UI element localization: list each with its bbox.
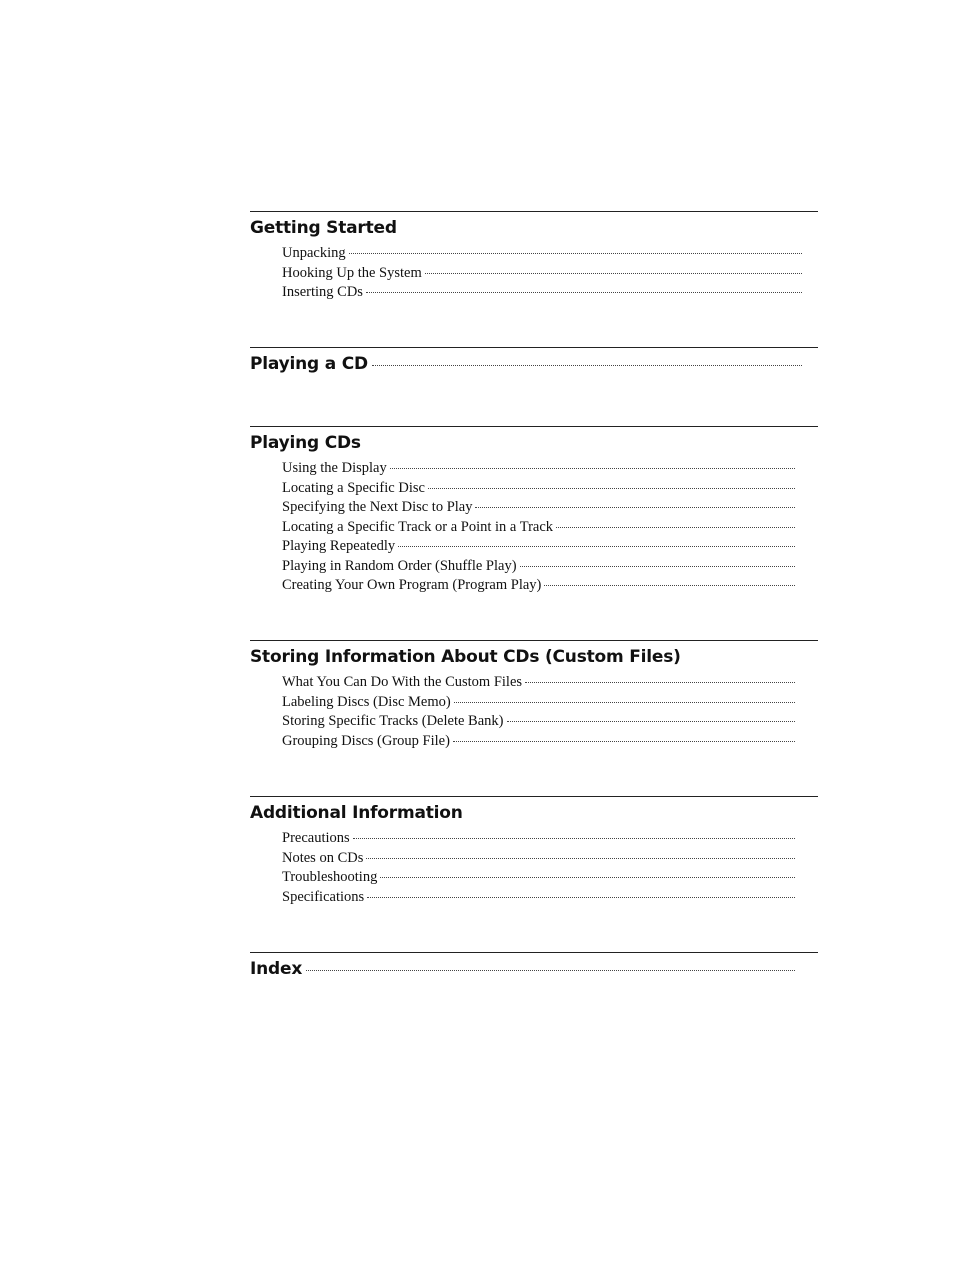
toc-entry[interactable]: Precautions <box>282 829 818 849</box>
section-title: Playing CDs <box>250 433 361 453</box>
section-playing-cds <box>250 426 818 640</box>
section-title: Storing Information About CDs (Custom Files) <box>250 647 681 667</box>
entry-list <box>250 244 818 303</box>
section-title: Additional Information <box>250 803 463 823</box>
toc-entry[interactable]: Playing Repeatedly <box>282 537 818 557</box>
dot-leader <box>475 507 795 508</box>
dot-leader <box>366 292 802 293</box>
toc-entry[interactable]: Labeling Discs (Disc Memo) <box>282 693 818 713</box>
dot-leader <box>372 365 802 366</box>
section-title[interactable]: Playing a CD <box>250 352 818 376</box>
section-title: Getting Started <box>250 218 397 238</box>
toc-entry[interactable]: Locating a Specific Disc <box>282 479 818 499</box>
dot-leader <box>398 546 795 547</box>
entry-list <box>250 829 818 907</box>
dot-leader <box>525 682 795 683</box>
dot-leader <box>425 273 802 274</box>
toc-entry[interactable]: Hooking Up the System <box>282 264 818 284</box>
toc-entry[interactable]: Unpacking <box>282 244 818 264</box>
dot-leader <box>366 858 795 859</box>
toc-entry[interactable]: Creating Your Own Program (Program Play) <box>282 576 818 596</box>
dot-leader <box>556 527 795 528</box>
toc-entry[interactable]: Specifications <box>282 888 818 908</box>
dot-leader <box>390 468 795 469</box>
toc-entry[interactable]: Grouping Discs (Group File) <box>282 732 818 752</box>
dot-leader <box>428 488 795 489</box>
entry-list <box>250 459 818 596</box>
dot-leader <box>453 741 795 742</box>
toc-entry[interactable]: What You Can Do With the Custom Files <box>282 673 818 693</box>
dot-leader <box>306 970 795 971</box>
dot-leader <box>454 702 795 703</box>
toc-entry[interactable]: Storing Specific Tracks (Delete Bank) <box>282 712 818 732</box>
section-storing-information <box>250 640 818 796</box>
section-playing-a-cd <box>250 347 818 426</box>
section-additional-information <box>250 796 818 952</box>
dot-leader <box>507 721 796 722</box>
toc-entry[interactable]: Notes on CDs <box>282 849 818 869</box>
dot-leader <box>349 253 802 254</box>
dot-leader <box>380 877 795 878</box>
toc-entry[interactable]: Playing in Random Order (Shuffle Play) <box>282 557 818 577</box>
section-getting-started <box>250 211 818 347</box>
dot-leader <box>544 585 795 586</box>
section-index <box>250 952 818 981</box>
toc-entry[interactable]: Inserting CDs <box>282 283 818 303</box>
toc-entry[interactable]: Specifying the Next Disc to Play <box>282 498 818 518</box>
dot-leader <box>367 897 795 898</box>
entry-list <box>250 673 818 751</box>
dot-leader <box>353 838 795 839</box>
dot-leader <box>520 566 795 567</box>
section-title[interactable]: Index <box>250 957 818 981</box>
toc-entry[interactable]: Troubleshooting <box>282 868 818 888</box>
table-of-contents <box>250 211 818 981</box>
toc-entry[interactable]: Locating a Specific Track or a Point in a Track <box>282 518 818 538</box>
toc-entry[interactable]: Using the Display <box>282 459 818 479</box>
